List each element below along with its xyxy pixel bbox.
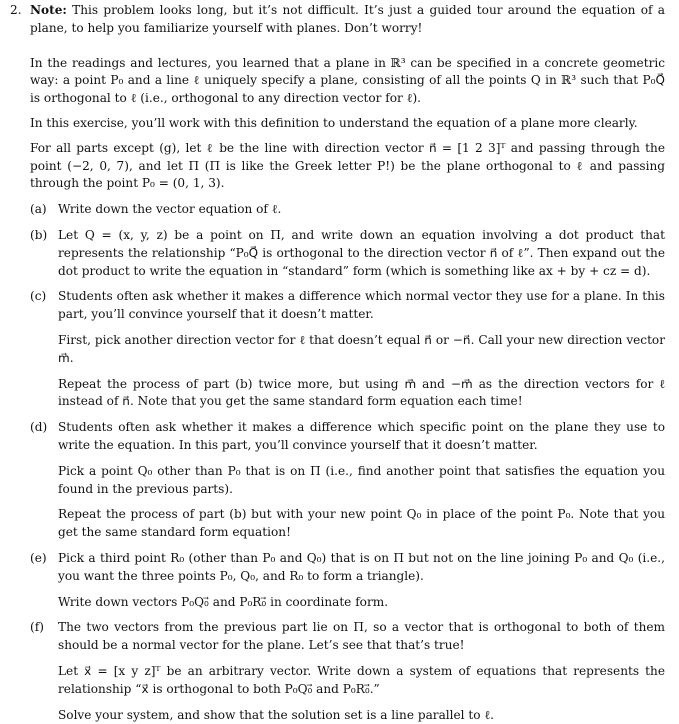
part-f-text-2: Let x⃗ = [x y z]ᵀ be an arbitrary vector. Write down a system of equations that represents the relationship “x⃗ is orthogonal to both P₀Q₀⃗ and P₀R₀⃗.” <box>10 663 665 699</box>
part-c-text-3: Repeat the process of part (b) twice more, but using m⃗ and −m⃗ as the direction vectors for ℓ instead of n⃗. Note that you get the same standard form equation each time! <box>10 376 665 412</box>
intro-paragraph-setup: For all parts except (g), let ℓ be the line with direction vector n⃗ = [1 2 3]ᵀ and passing through the point (−2, 0, 7), and let Π (Π is like the Greek letter P!) be the plane orthogonal to ℓ and passing through the point P₀ = (0, 1, 3). <box>10 140 665 193</box>
part-e-label: (e) <box>30 550 47 568</box>
part-a-label: (a) <box>30 201 47 219</box>
part-e-text-1: Pick a third point R₀ (other than P₀ and Q₀) that is on Π but not on the line joining P₀ and Q₀ (i.e., you want the three points P₀, Q₀, and R₀ to form a triangle). <box>58 550 665 586</box>
part-f <box>10 619 665 655</box>
part-d <box>10 419 665 455</box>
part-d-label: (d) <box>30 419 47 437</box>
part-b <box>10 227 665 280</box>
part-c-text-1: Students often ask whether it makes a difference which normal vector they use for a plane. In this part, you’ll convince yourself that it doesn’t matter. <box>58 288 665 324</box>
part-c-text-2: First, pick another direction vector for ℓ that doesn’t equal n⃗ or −n⃗. Call your new direction vector m⃗. <box>10 332 665 368</box>
part-f-label: (f) <box>30 619 44 637</box>
part-d-text-2: Pick a point Q₀ other than P₀ that is on Π (i.e., find another point that satisfies the equation you found in the previous parts). <box>10 463 665 499</box>
problem-number: 2. <box>10 2 22 20</box>
part-d-text-3: Repeat the process of part (b) but with your new point Q₀ in place of the point P₀. Note that you get the same standard form equation! <box>10 506 665 542</box>
part-a <box>10 201 665 219</box>
note-text: This problem looks long, but it’s not difficult. It’s just a guided tour around the equation of a plane, to help you familiarize yourself with planes. Don’t worry! <box>30 3 665 35</box>
problem-header <box>10 2 665 38</box>
part-c <box>10 288 665 324</box>
intro-paragraph-purpose: In this exercise, you’ll work with this definition to understand the equation of a plane more clearly. <box>10 115 665 133</box>
part-d-text-1: Students often ask whether it makes a difference which specific point on the plane they use to write the equation. In this part, you’ll convince yourself that it doesn’t matter. <box>58 419 665 455</box>
part-f-text-3: Solve your system, and show that the solution set is a line parallel to ℓ. <box>10 707 665 724</box>
part-e-text-2: Write down vectors P₀Q₀⃗ and P₀R₀⃗ in coordinate form. <box>10 594 665 612</box>
part-c-label: (c) <box>30 288 46 306</box>
intro-paragraph-definition: In the readings and lectures, you learned that a plane in ℝ³ can be specified in a concrete geometric way: a point P₀ and a line ℓ uniquely specify a plane, consisting of all the points Q in ℝ³ such that P₀Q⃗ is orthogonal to ℓ (i.e., orthogonal to any direction vector for ℓ). <box>10 55 665 108</box>
note-label: Note: <box>30 3 67 17</box>
part-b-label: (b) <box>30 227 47 245</box>
part-a-text: Write down the vector equation of ℓ. <box>58 201 665 219</box>
part-f-text-1: The two vectors from the previous part lie on Π, so a vector that is orthogonal to both of them should be a normal vector for the plane. Let’s see that that’s true! <box>58 619 665 655</box>
part-e <box>10 550 665 586</box>
part-b-text: Let Q = (x, y, z) be a point on Π, and write down an equation involving a dot product that represents the relationship “P₀Q⃗ is orthogonal to the direction vector n⃗ of ℓ”. Then expand out the dot product to write the equation in “standard” form (which is something like ax + by + cz = d). <box>58 227 665 280</box>
